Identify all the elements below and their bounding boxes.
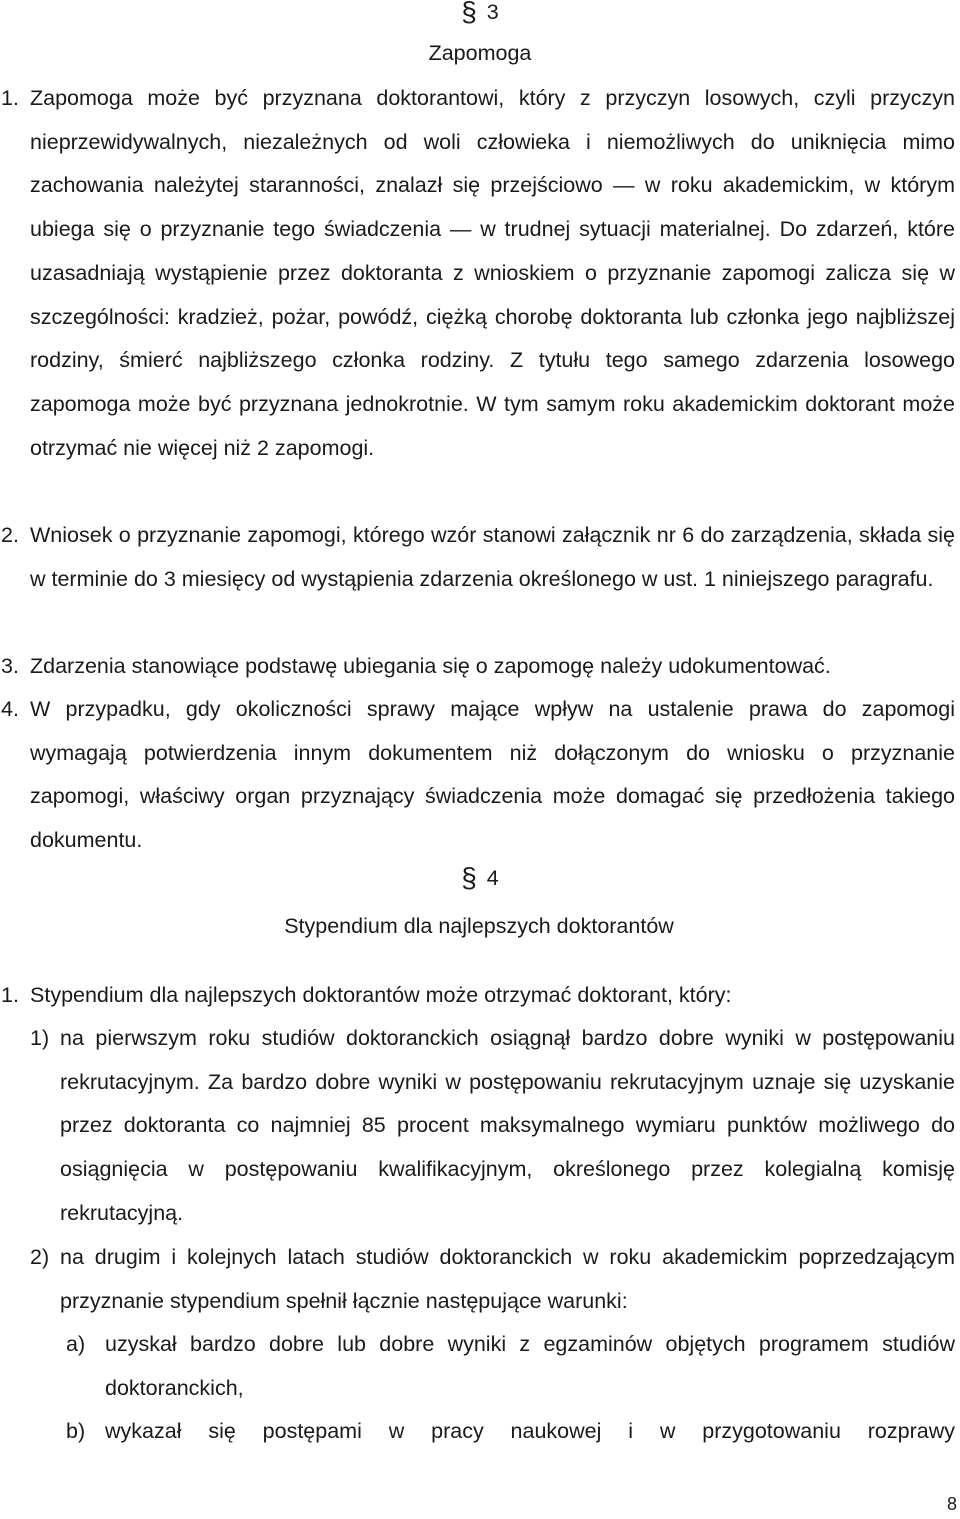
section-symbol: § xyxy=(461,862,477,893)
section-number: 3 xyxy=(486,0,499,24)
section-3-title: Zapomoga xyxy=(428,41,532,65)
section-3-heading xyxy=(0,0,960,28)
paragraph-number: 1. xyxy=(1,86,19,110)
paragraph-text: Zdarzenia stanowiące podstawę ubiegania się o zapomogę należy udokumentować. xyxy=(30,654,831,678)
section-symbol: § xyxy=(461,0,477,27)
paragraph-text: W przypadku, gdy okoliczności sprawy mające wpływ na ustalenie prawa do zapomogi wymagają potwierdzenia innym dokumentem niż dołączonym do wniosku o przyznanie zapomogi, właściwy organ przyznający świadczenia może domagać się przedłożenia takiego dokumentu. xyxy=(30,697,955,853)
paragraph-number: 2. xyxy=(1,523,19,547)
paragraph-text: Stypendium dla najlepszych doktorantów może otrzymać doktorant, który: xyxy=(30,983,732,1007)
letter-item-number: a) xyxy=(66,1332,86,1356)
page-number: 8 xyxy=(946,1494,957,1514)
point-text: na drugim i kolejnych latach studiów doktoranckich w roku akademickim poprzedzającym przyznanie stypendium spełnił łącznie następujące warunki: xyxy=(60,1245,955,1313)
paragraph-number: 1. xyxy=(1,983,19,1007)
point-number: 1) xyxy=(30,1026,50,1050)
section-4-heading xyxy=(0,862,960,894)
paragraph-number: 4. xyxy=(1,697,19,721)
paragraph-number: 3. xyxy=(1,654,19,678)
point-text: na pierwszym roku studiów doktoranckich osiągnął bardzo dobre wyniki w postępowaniu rekrutacyjnym. Za bardzo dobre wyniki w postępowaniu rekrutacyjnym uznaje się uzyskanie przez doktoranta co najmniej 85 procent maksymalnego wymiaru punktów możliwego do osiągnięcia w postępowaniu kwalifikacyjnym, określonego przez kolegialną komisję rekrutacyjną. xyxy=(60,1026,955,1225)
paragraph-text: Wniosek o przyznanie zapomogi, którego wzór stanowi załącznik nr 6 do zarządzenia, składa się w terminie do 3 miesięcy od wystąpienia zdarzenia określonego w ust. 1 niniejszego paragrafu. xyxy=(30,523,955,591)
letter-item-text: wykazał się postępami w pracy naukowej i w przygotowaniu rozprawy xyxy=(105,1419,955,1443)
section-number: 4 xyxy=(486,866,499,890)
paragraph-text: Zapomoga może być przyznana doktorantowi, który z przyczyn losowych, czyli przyczyn nieprzewidywalnych, niezależnych od woli człowieka i niemożliwych do uniknięcia mimo zachowania należytej staranności, znalazł się przejściowo — w roku akademickim, w którym ubiega się o przyznanie tego świadczenia — w trudnej sytuacji materialnej. Do zdarzeń, które uzasadniają wystąpienie przez doktoranta z wnioskiem o przyznanie zapomogi zalicza się w szczególności: kradzież, pożar, powódź, ciężką chorobę doktoranta lub członka jego najbliższej rodziny, śmierć najbliższego członka rodziny. Z tytułu tego samego zdarzenia losowego zapomoga może być przyznana jednokrotnie. W tym samym roku akademickim doktorant może otrzymać nie więcej niż 2 zapomogi. xyxy=(30,86,955,460)
letter-item-number: b) xyxy=(66,1419,86,1443)
point-number: 2) xyxy=(30,1245,50,1269)
section-4-title: Stypendium dla najlepszych doktorantów xyxy=(284,914,674,938)
letter-item-text: uzyskał bardzo dobre lub dobre wyniki z egzaminów objętych programem studiów doktoranckich, xyxy=(105,1332,955,1400)
